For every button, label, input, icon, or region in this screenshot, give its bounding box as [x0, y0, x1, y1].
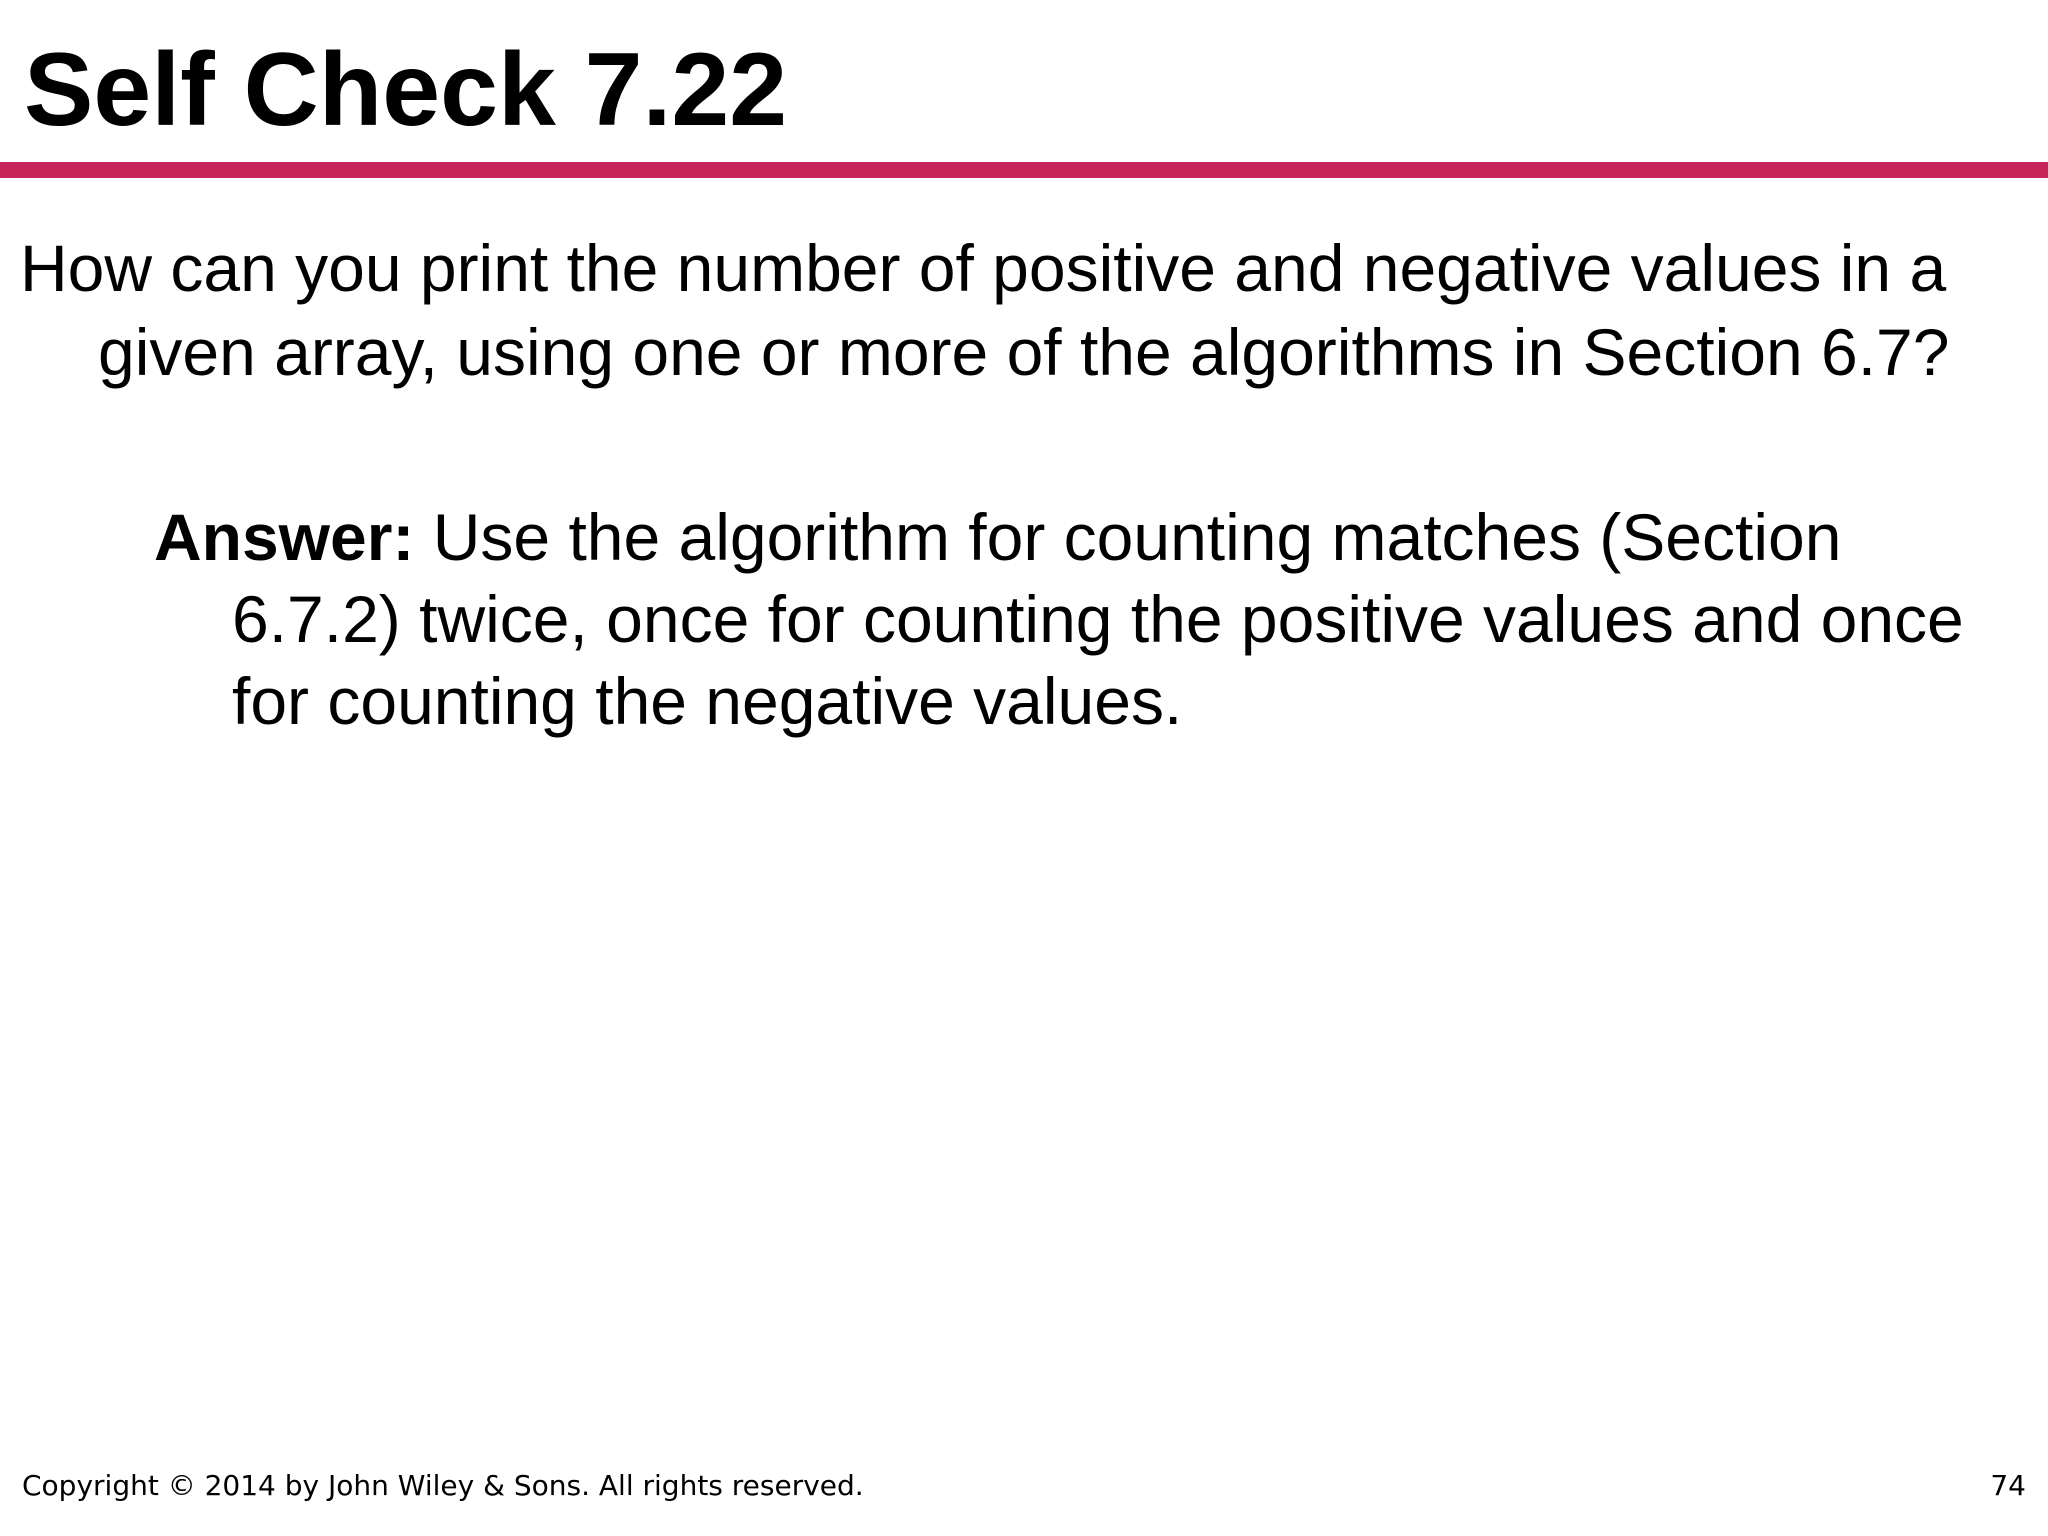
answer-label: Answer: — [154, 500, 415, 574]
page-number: 74 — [1990, 1469, 2026, 1502]
answer-text: Use the algorithm for counting matches (Section 6.7.2) twice, once for counting the positive values and once for counting the negative values. — [232, 500, 1964, 738]
slide-title: Self Check 7.22 — [24, 32, 788, 148]
answer-paragraph — [154, 496, 2012, 742]
title-accent-rule — [0, 162, 2048, 178]
question-text: How can you print the number of positive and negative values in a given array, using one or more of the algorithms in Section 6.7? — [20, 231, 1950, 389]
footer-copyright: Copyright © 2014 by John Wiley & Sons. All rights reserved. — [22, 1469, 864, 1502]
